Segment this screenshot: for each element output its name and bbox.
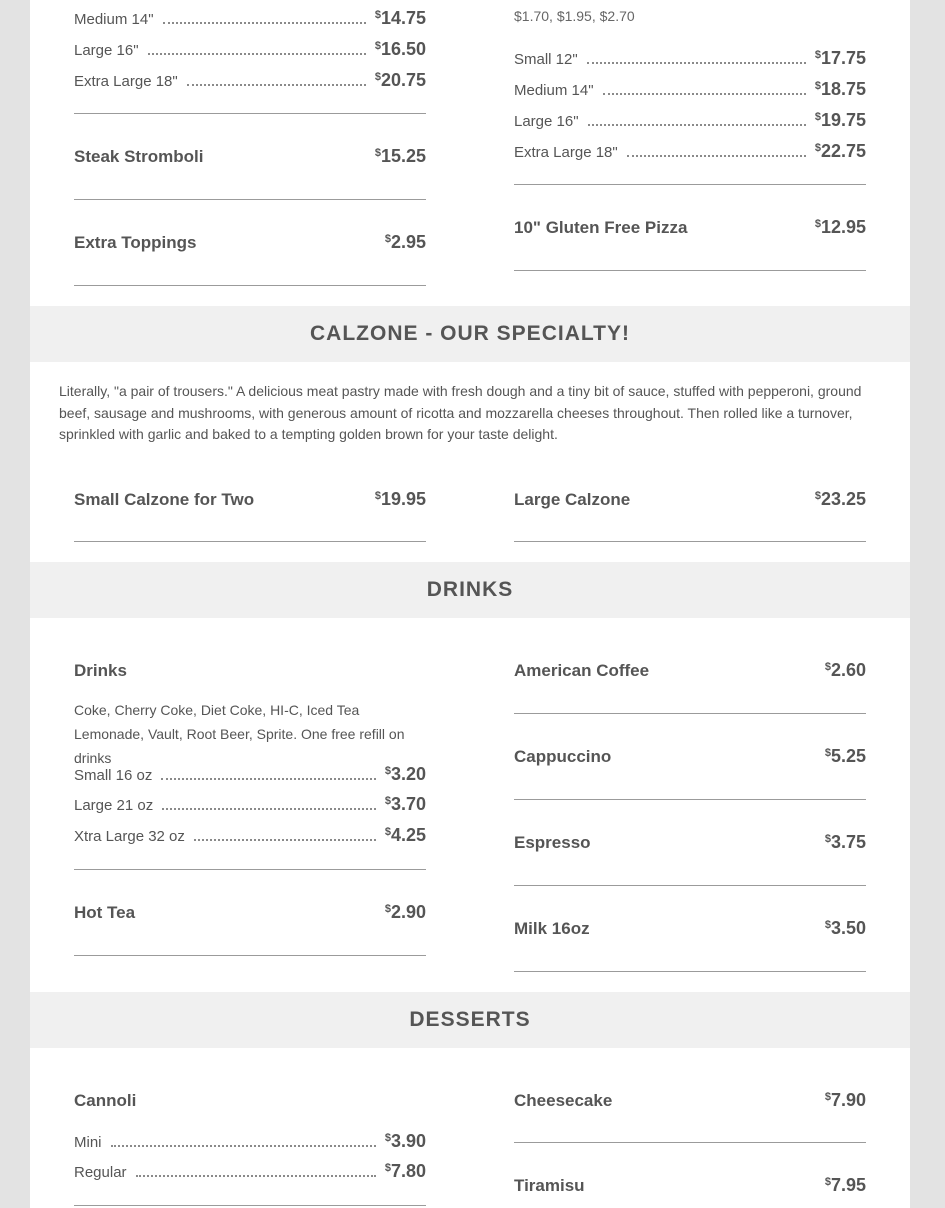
size-row — [514, 138, 866, 162]
size-label: Large 21 oz — [74, 797, 154, 814]
price: $17.75 — [814, 48, 866, 68]
dot-leader — [163, 22, 366, 24]
divider — [74, 869, 426, 870]
divider — [74, 1205, 426, 1206]
item-name: Espresso — [514, 833, 591, 852]
size-label: Extra Large 18" — [514, 144, 618, 161]
size-row — [514, 76, 866, 100]
divider — [74, 113, 426, 114]
price: $3.50 — [824, 918, 866, 938]
size-label: Medium 14" — [74, 11, 154, 28]
divider — [514, 184, 866, 185]
dot-leader — [148, 53, 366, 55]
size-label: Large 16" — [74, 42, 139, 59]
section-header-calzone — [30, 306, 910, 362]
price: $3.70 — [384, 794, 426, 814]
size-row — [74, 761, 426, 785]
dot-leader — [162, 808, 376, 810]
section-title: CALZONE - OUR SPECIALTY! — [310, 322, 630, 345]
divider — [514, 713, 866, 714]
toppings-note: $1.70, $1.95, $2.70 — [514, 8, 635, 24]
price: $3.90 — [384, 1131, 426, 1151]
dot-leader — [194, 839, 376, 841]
divider — [74, 955, 426, 956]
menu-item — [514, 484, 866, 510]
dot-leader — [136, 1175, 376, 1177]
dot-leader — [187, 84, 366, 86]
size-label: Large 16" — [514, 113, 579, 130]
price: $4.25 — [384, 825, 426, 845]
size-row — [74, 36, 426, 60]
item-name: Hot Tea — [74, 903, 136, 922]
menu-item — [74, 1085, 426, 1111]
divider — [514, 541, 866, 542]
price: $19.95 — [374, 489, 426, 509]
size-row — [74, 67, 426, 91]
dot-leader — [111, 1145, 376, 1147]
item-name: Milk 16oz — [514, 919, 590, 938]
size-row — [74, 1128, 426, 1152]
divider — [514, 270, 866, 271]
section-title: DRINKS — [426, 578, 514, 601]
size-row — [514, 45, 866, 69]
size-row — [74, 822, 426, 846]
item-name: Cannoli — [74, 1091, 137, 1110]
menu-item — [514, 212, 866, 238]
divider — [74, 199, 426, 200]
dot-leader — [588, 124, 806, 126]
divider — [514, 885, 866, 886]
menu-item — [74, 655, 426, 681]
size-row — [74, 1158, 426, 1182]
drinks-description: Coke, Cherry Coke, Diet Coke, HI-C, Iced Tea Lemonade, Vault, Root Beer, Sprite. One free refill on drinks — [74, 702, 405, 766]
size-row — [514, 107, 866, 131]
price: $7.95 — [824, 1175, 866, 1195]
item-name: Large Calzone — [514, 490, 631, 509]
calzone-description: Literally, "a pair of trousers." A delicious meat pastry made with fresh dough and a tiny bit of sauce, stuffed with pepperoni, ground beef, sausage and mushrooms, with generous amount of ricotta and mozzarella cheeses throughout. Then rolled like a turnover, sprinkled with garlic and baked to a tempting golden brown for your taste delight. — [59, 383, 862, 442]
item-name: Cappuccino — [514, 747, 612, 766]
menu-item — [514, 655, 866, 681]
item-name: Steak Stromboli — [74, 147, 204, 166]
price: $2.90 — [384, 902, 426, 922]
dot-leader — [587, 62, 806, 64]
price: $20.75 — [374, 70, 426, 90]
divider — [514, 971, 866, 972]
price: $16.50 — [374, 39, 426, 59]
size-label: Small 12" — [514, 51, 578, 68]
price: $18.75 — [814, 79, 866, 99]
price: $7.80 — [384, 1161, 426, 1181]
section-header-desserts — [30, 992, 910, 1048]
divider — [74, 285, 426, 286]
menu-item — [514, 827, 866, 853]
dot-leader — [161, 778, 375, 780]
price: $14.75 — [374, 8, 426, 28]
item-name: Extra Toppings — [74, 233, 197, 252]
size-label: Small 16 oz — [74, 767, 153, 784]
size-label: Extra Large 18" — [74, 73, 178, 90]
item-name: 10" Gluten Free Pizza — [514, 218, 688, 237]
item-name: Small Calzone for Two — [74, 490, 255, 509]
price: $3.20 — [384, 764, 426, 784]
dot-leader — [603, 93, 806, 95]
divider — [514, 1142, 866, 1143]
section-header-drinks — [30, 562, 910, 618]
price: $7.90 — [824, 1090, 866, 1110]
size-label: Mini — [74, 1134, 102, 1151]
divider — [74, 541, 426, 542]
size-label: Regular — [74, 1164, 127, 1181]
size-label: Xtra Large 32 oz — [74, 828, 185, 845]
size-row — [74, 791, 426, 815]
divider — [514, 799, 866, 800]
price: $5.25 — [824, 746, 866, 766]
section-title: DESSERTS — [409, 1008, 531, 1031]
menu-item — [74, 484, 426, 510]
menu-item — [74, 897, 426, 923]
price: $2.60 — [824, 660, 866, 680]
item-name: Tiramisu — [514, 1176, 585, 1195]
price: $2.95 — [384, 232, 426, 252]
price: $12.95 — [814, 217, 866, 237]
menu-item — [74, 141, 426, 167]
price: $15.25 — [374, 146, 426, 166]
price: $3.75 — [824, 832, 866, 852]
dot-leader — [627, 155, 806, 157]
price: $19.75 — [814, 110, 866, 130]
item-name: American Coffee — [514, 661, 650, 680]
menu-item — [514, 1170, 866, 1196]
size-row — [74, 5, 426, 29]
menu-item — [514, 741, 866, 767]
price: $22.75 — [814, 141, 866, 161]
item-name: Drinks — [74, 661, 127, 680]
size-label: Medium 14" — [514, 82, 594, 99]
price: $23.25 — [814, 489, 866, 509]
menu-item — [514, 1085, 866, 1111]
menu-item — [514, 913, 866, 939]
menu-item — [74, 227, 426, 253]
item-name: Cheesecake — [514, 1091, 613, 1110]
